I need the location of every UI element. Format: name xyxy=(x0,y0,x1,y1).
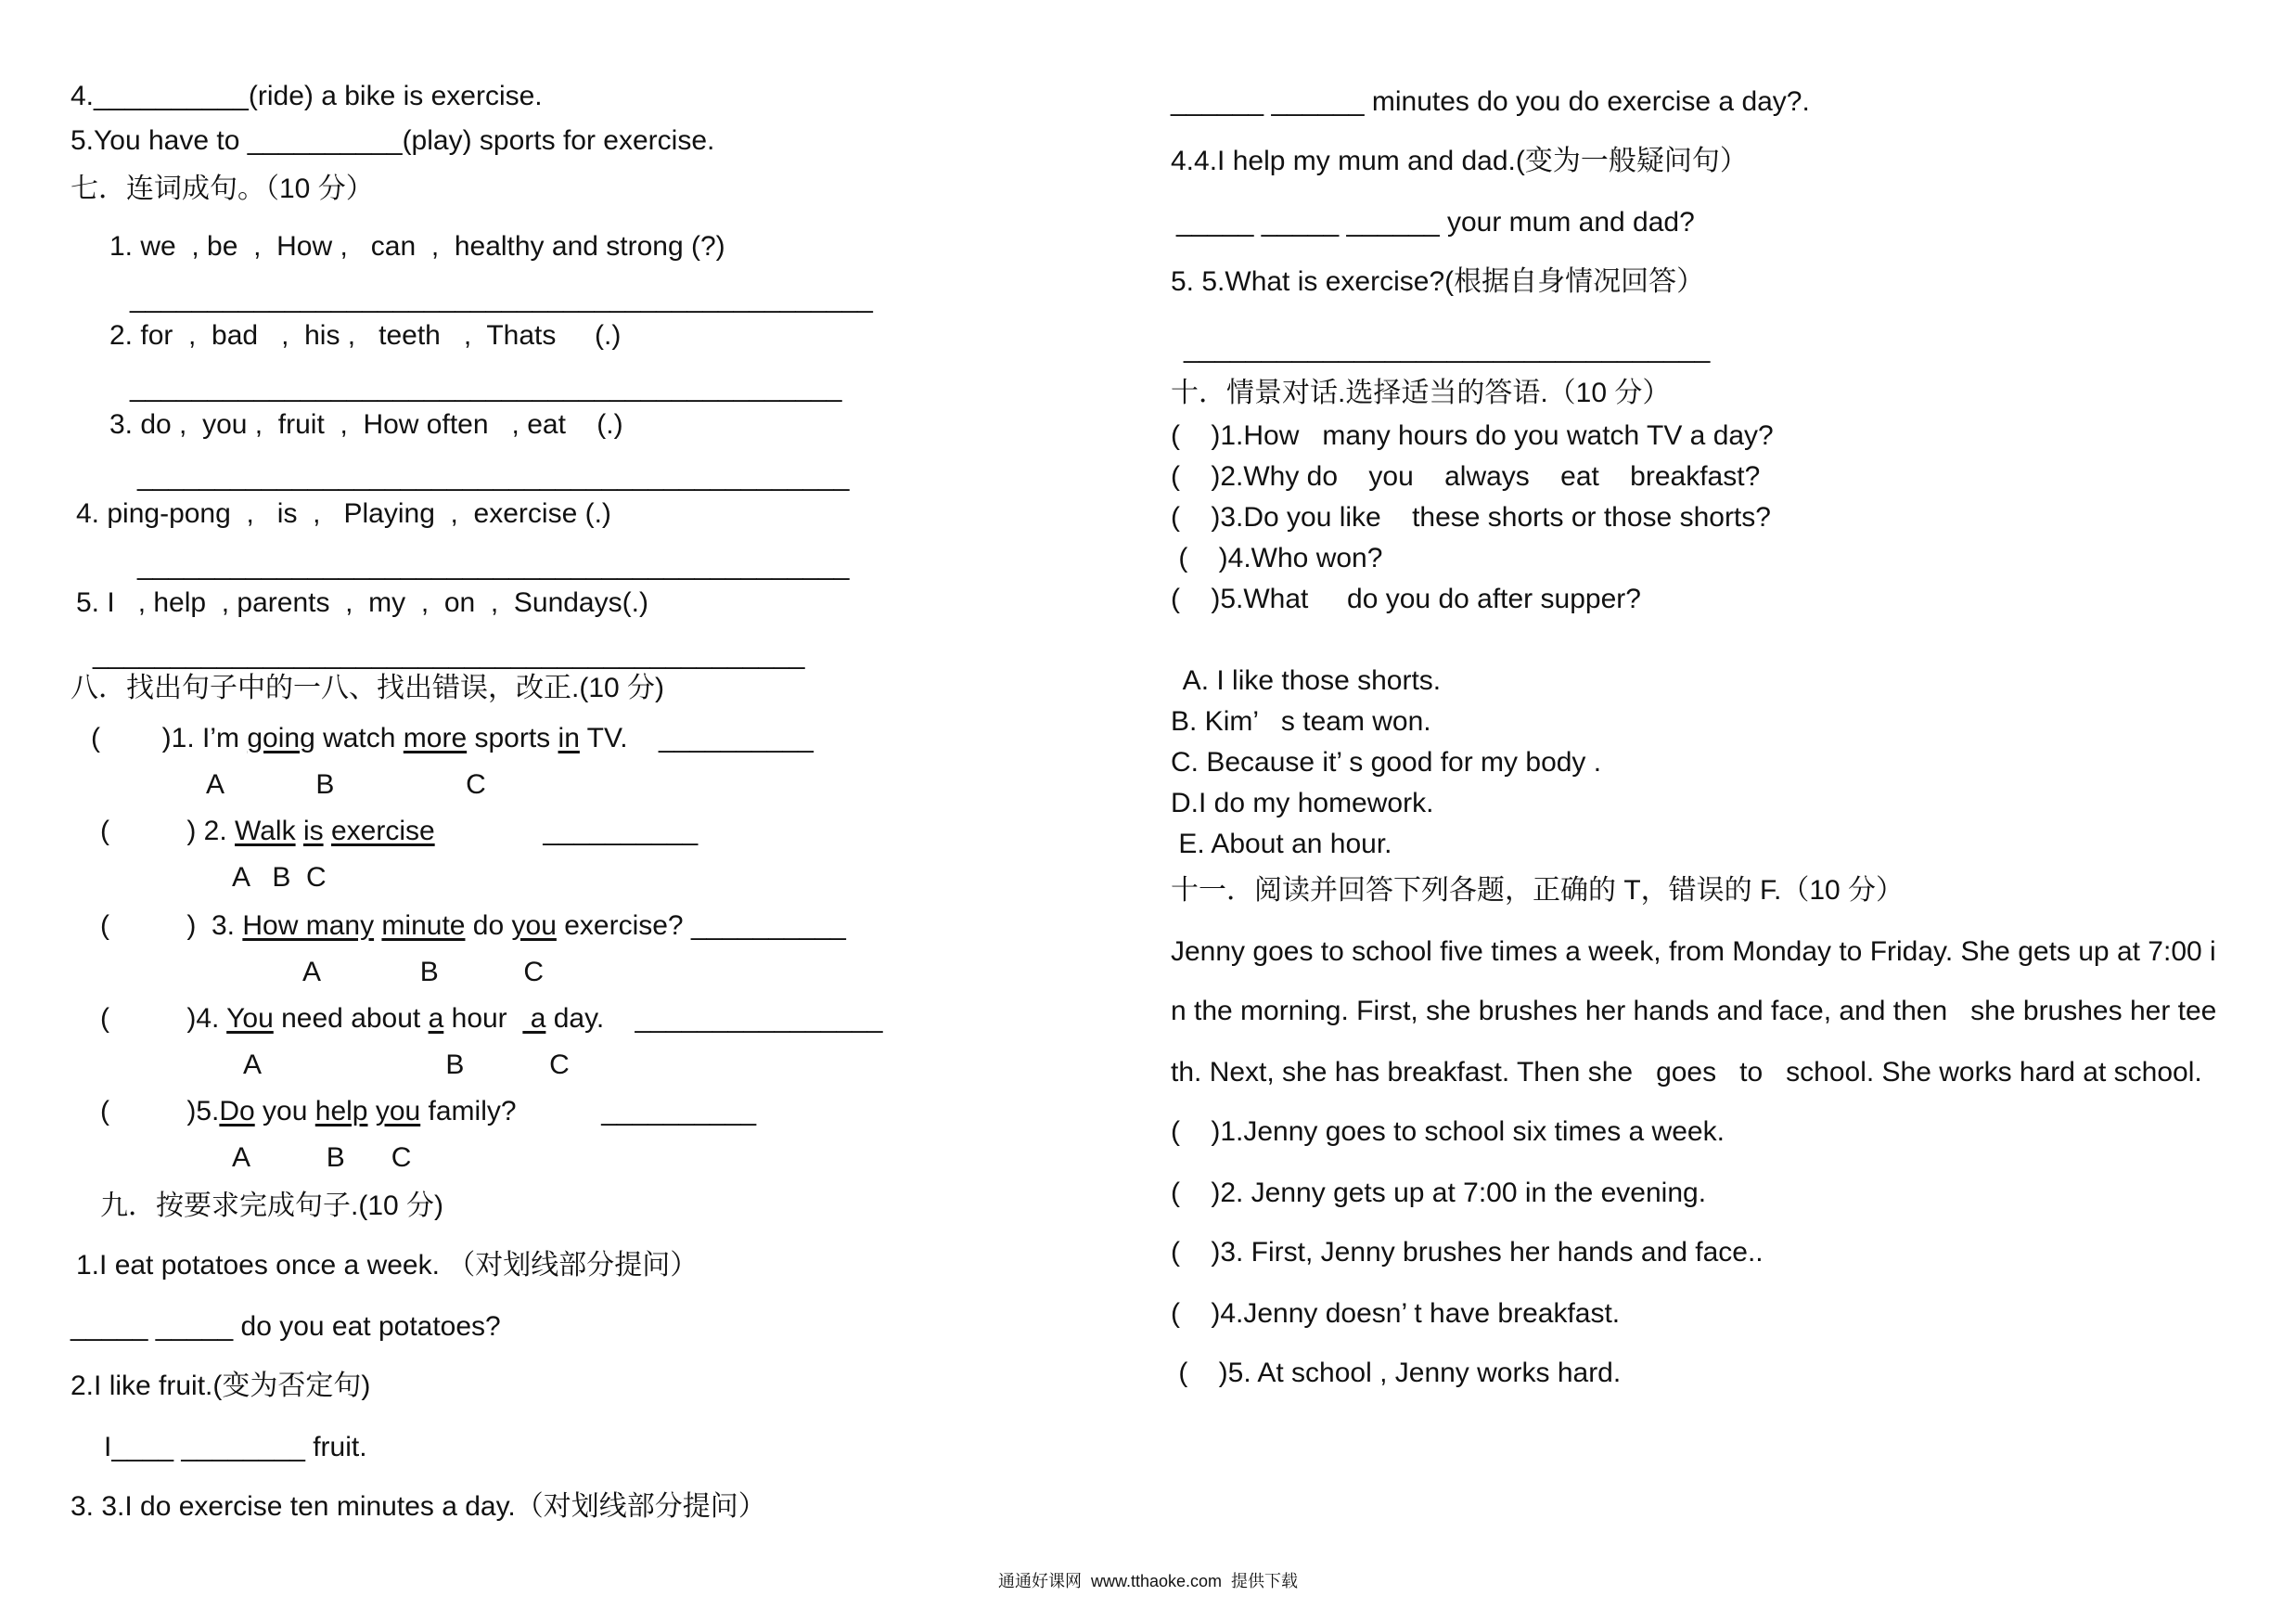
answer-e: E. About an hour. xyxy=(1171,829,1392,859)
question-5: 5.You have to __________(play) sports for exercise. xyxy=(71,125,715,156)
dialogue-q2: ( )2.Why do you always eat breakfast? xyxy=(1171,461,1761,492)
reading-q3: ( )3. First, Jenny brushes her hands and face.. xyxy=(1171,1237,1764,1268)
error-item-3-letters: A B C xyxy=(302,957,545,987)
sentence-1-blank: ________________________________________________ xyxy=(130,283,873,314)
section-10-title: 十．情景对话.选择适当的答语.（10 分） xyxy=(1171,378,1671,408)
error-item-4-letters: A B C xyxy=(243,1049,570,1080)
error-item-3: ( ) 3. How many minute do you exercise? __________ xyxy=(100,910,846,941)
answer-d: D.I do my homework. xyxy=(1171,788,1434,818)
section-9-title: 九．按要求完成句子.(10 分) xyxy=(100,1191,444,1221)
section-9-line-5: 3. 3.I do exercise ten minutes a day.（对划线部分提问） xyxy=(71,1491,766,1522)
right-line-3: _____ _____ ______ your mum and dad? xyxy=(1176,207,1695,238)
passage-line-3: th. Next, she has breakfast. Then she goes to school. She works hard at school. xyxy=(1171,1057,2202,1088)
question-4: 4.__________(ride) a bike is exercise. xyxy=(71,81,543,111)
error-item-2-letters: A B C xyxy=(232,862,327,893)
section-11-title: 十一．阅读并回答下列各题，正确的 T，错误的 F.（10 分） xyxy=(1171,875,1905,906)
error-item-1: ( )1. I’m going watch more sports in TV. __________ xyxy=(91,723,814,753)
error-item-2: ( ) 2. Walk is exercise __________ xyxy=(100,816,699,846)
dialogue-q4: ( )4.Who won? xyxy=(1171,543,1383,573)
sentence-5: 5. I , help , parents , my , on , Sundays(.) xyxy=(76,587,648,618)
right-line-2: 4.4.I help my mum and dad.(变为一般疑问句） xyxy=(1171,146,1748,176)
reading-q1: ( )1.Jenny goes to school six times a week. xyxy=(1171,1116,1725,1147)
section-9-line-2: _____ _____ do you eat potatoes? xyxy=(71,1311,501,1342)
right-line-5: __________________________________ xyxy=(1184,333,1711,364)
passage-line-1: Jenny goes to school five times a week, from Monday to Friday. She gets up at 7:00 i xyxy=(1171,936,2216,967)
dialogue-q5: ( )5.What do you do after supper? xyxy=(1171,584,1641,614)
reading-q4: ( )4.Jenny doesn’ t have breakfast. xyxy=(1171,1298,1621,1329)
section-7-title: 七．连词成句。（10 分） xyxy=(71,174,374,204)
error-item-1-letters: A B C xyxy=(206,769,486,800)
sentence-1: 1. we , be , How , can , healthy and strong (?) xyxy=(109,231,725,262)
reading-q2: ( )2. Jenny gets up at 7:00 in the evening. xyxy=(1171,1178,1707,1208)
answer-b: B. Kim’ s team won. xyxy=(1171,706,1431,737)
right-line-1: ______ ______ minutes do you do exercise a day?. xyxy=(1171,86,1810,117)
page-footer: 通通好课网 www.tthaoke.com 提供下载 xyxy=(997,1572,1299,1590)
passage-line-2: n the morning. First, she brushes her hands and face, and then she brushes her tee xyxy=(1171,996,2217,1026)
right-line-4: 5. 5.What is exercise?(根据自身情况回答） xyxy=(1171,266,1705,297)
section-9-line-3: 2.I like fruit.(变为否定句) xyxy=(71,1371,371,1401)
dialogue-q3: ( )3.Do you like these shorts or those shorts? xyxy=(1171,502,1771,533)
sentence-4-blank: ______________________________________________ xyxy=(137,550,850,581)
section-9-line-4: I____ ________ fruit. xyxy=(104,1432,367,1462)
sentence-2: 2. for , bad , his , teeth , Thats (.) xyxy=(109,320,622,351)
error-item-5: ( )5.Do you help you family? __________ xyxy=(100,1096,757,1126)
error-item-5-letters: A B C xyxy=(232,1142,412,1173)
sentence-5-blank: ______________________________________________ xyxy=(93,639,805,670)
section-9-line-1: 1.I eat potatoes once a week. （对划线部分提问） xyxy=(76,1250,699,1281)
sentence-2-blank: ______________________________________________ xyxy=(130,372,842,403)
answer-a: A. I like those shorts. xyxy=(1176,665,1442,696)
reading-q5: ( )5. At school , Jenny works hard. xyxy=(1171,1358,1622,1388)
answer-c: C. Because it’ s good for my body . xyxy=(1171,747,1602,778)
error-item-4: ( )4. You need about a hour a day. ________________ xyxy=(100,1003,883,1034)
section-8-title: 八．找出句子中的一八、找出错误，改正.(10 分) xyxy=(71,673,665,703)
sentence-4: 4. ping-pong , is , Playing , exercise (.) xyxy=(76,498,611,529)
sentence-3-blank: ______________________________________________ xyxy=(137,461,850,492)
sentence-3: 3. do , you , fruit , How often , eat (.) xyxy=(109,409,623,440)
dialogue-q1: ( )1.How many hours do you watch TV a day? xyxy=(1171,420,1774,451)
